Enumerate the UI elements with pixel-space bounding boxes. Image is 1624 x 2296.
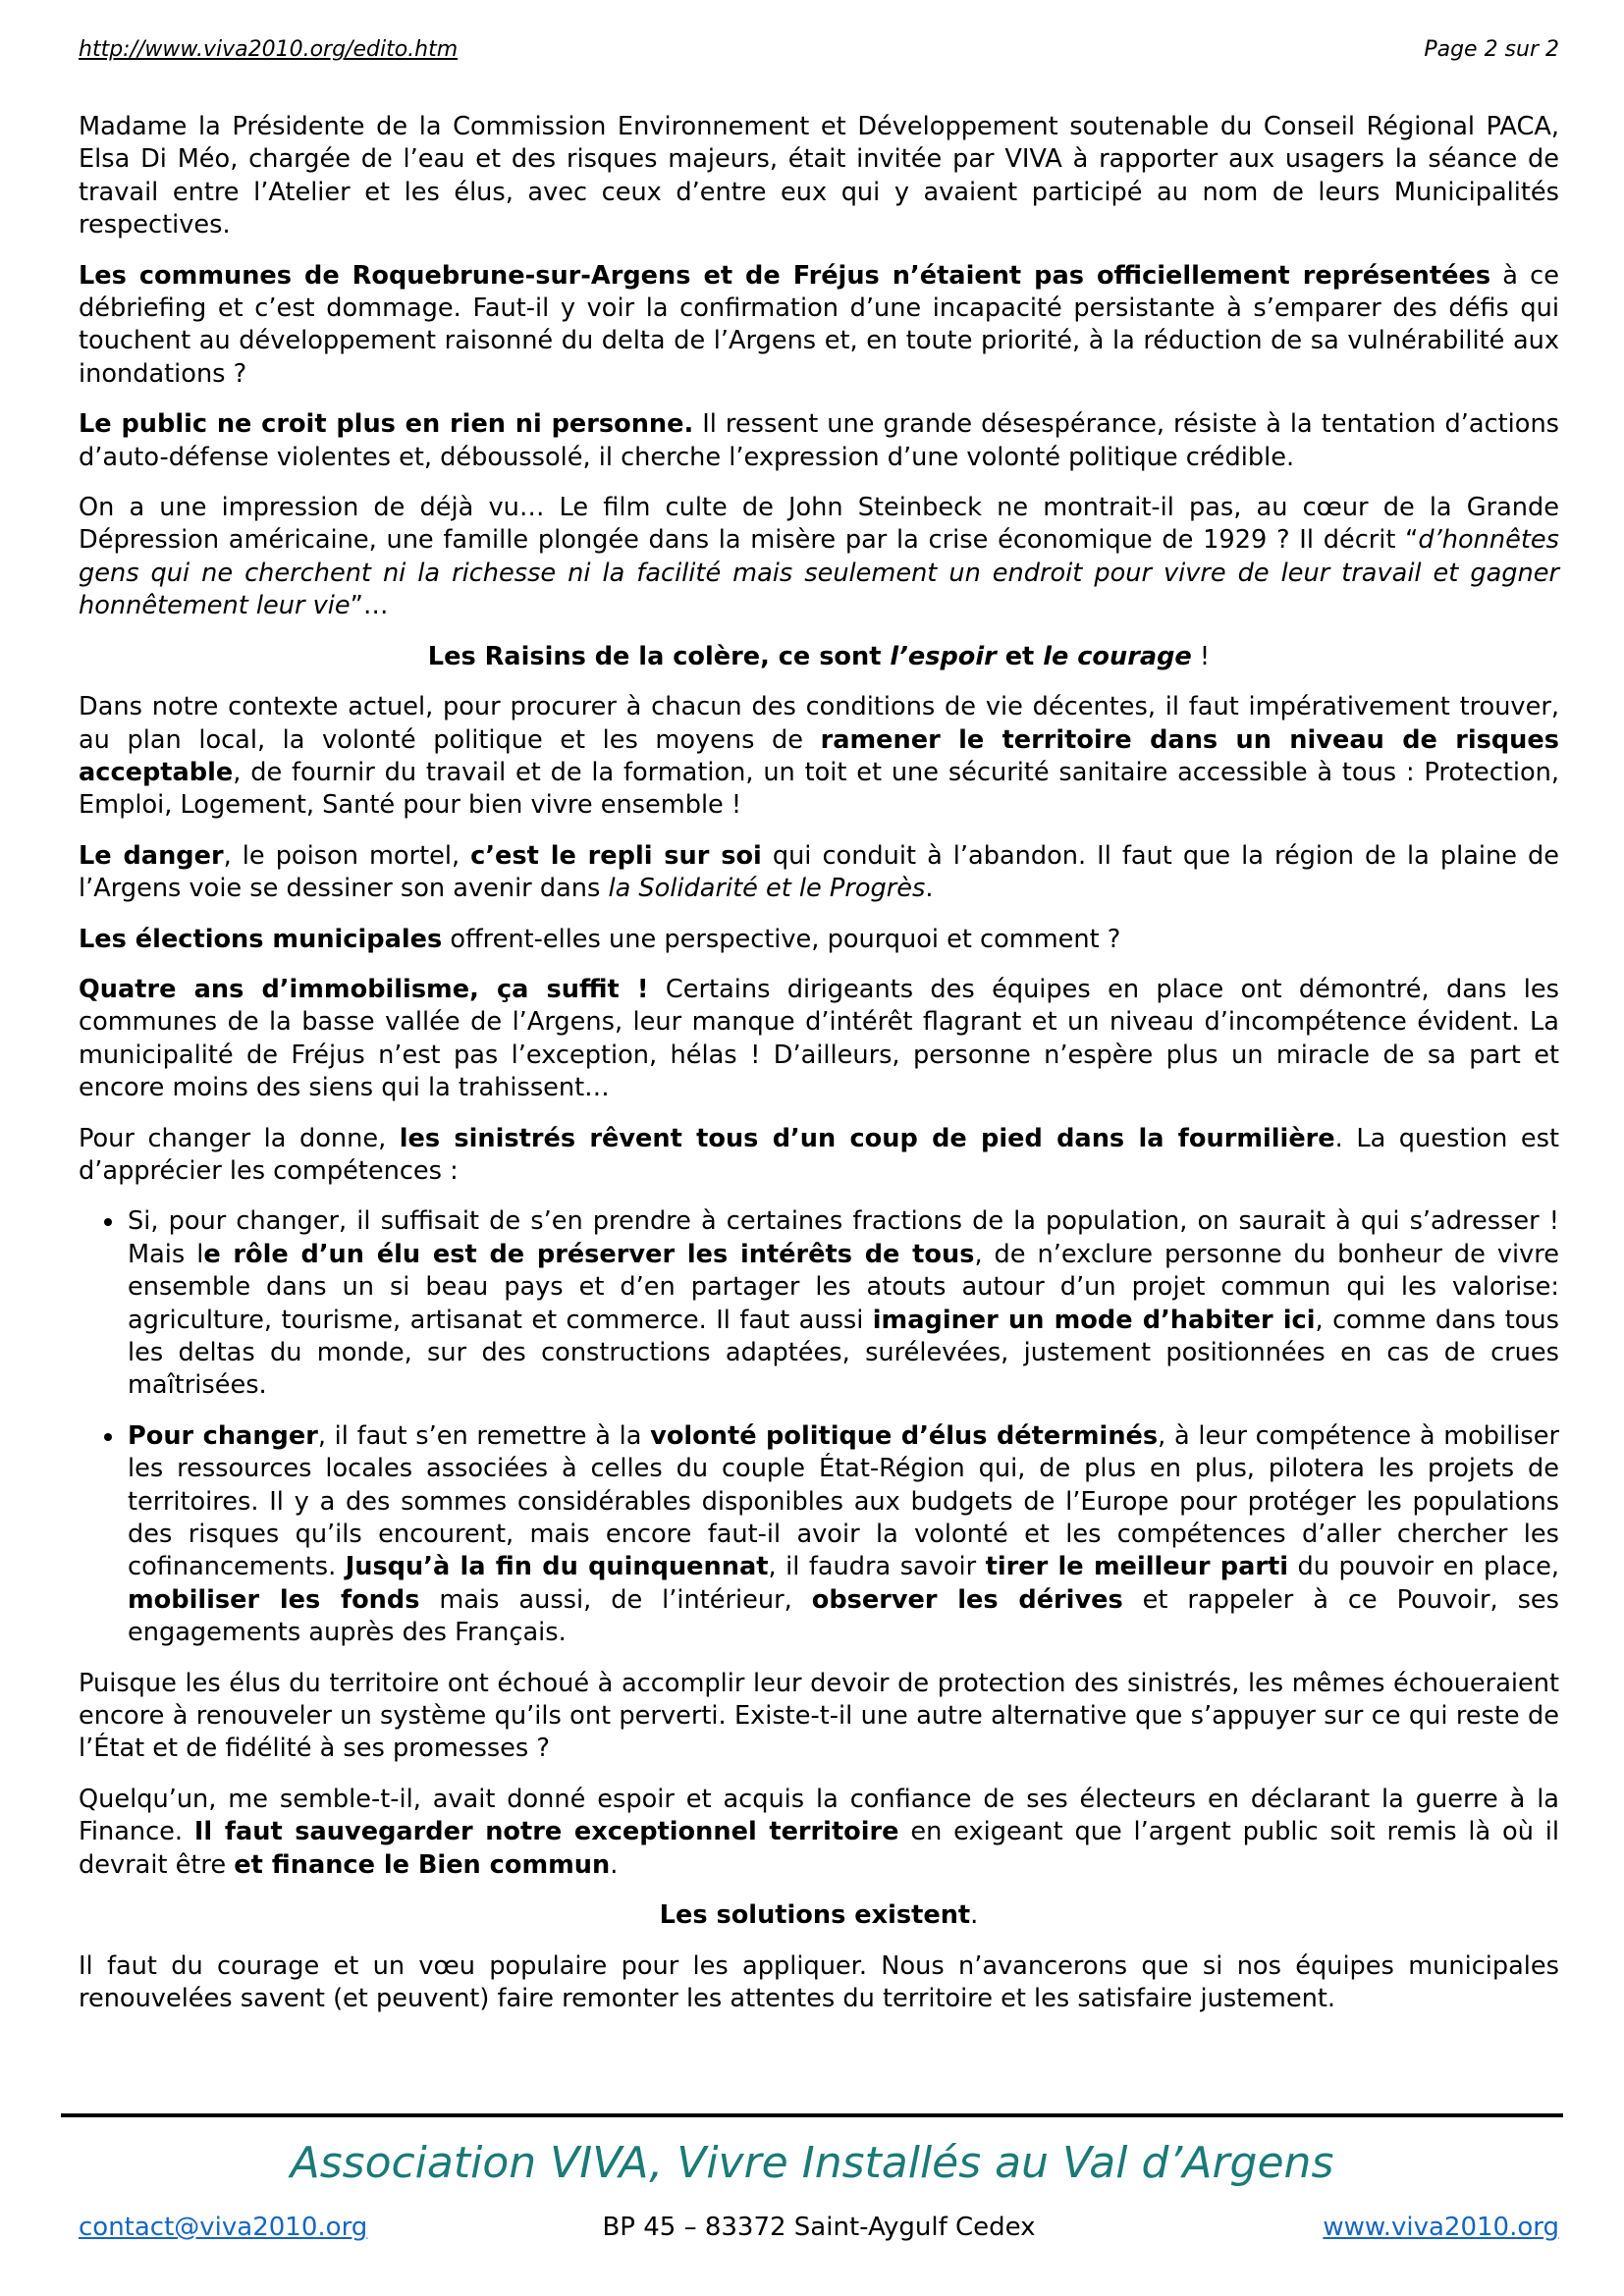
text: Pour changer la donne, <box>79 1123 400 1153</box>
footer-address: BP 45 – 83372 Saint-Aygulf Cedex <box>602 2213 1036 2242</box>
text: offrent-elles une perspective, pourquoi et comment ? <box>442 924 1121 954</box>
text: , il faut s’en remettre à la <box>317 1420 651 1451</box>
text: , le poison mortel, <box>223 840 471 871</box>
text: . <box>970 1900 979 1931</box>
text: Dans notre contexte actuel, pour procurer à chacun des conditions de vie décentes, il faut impérativement trouver, au plan local, la volonté politique et les moyens de <box>79 692 1559 755</box>
list-item <box>126 1205 1559 1402</box>
header-url-link[interactable]: http://www.viva2010.org/edito.htm <box>79 37 459 62</box>
text: à ce débriefing et c’est dommage. Faut-il y voir la confirmation d’une incapacité persistante à s’emparer des défis qui touchent au développement raisonné du delta de l’Argens et, en toute priorité, à la réduction de sa vulnérabilité aux inondations ? <box>79 260 1559 389</box>
footer-association-title: Association VIVA, Vivre Installés au Val d’Argens <box>290 2138 1334 2188</box>
paragraph <box>79 492 1559 623</box>
article-body <box>79 111 1559 2033</box>
bold-text: tirer le meilleur parti <box>985 1552 1288 1582</box>
bold-text: Les élections municipales <box>79 924 443 954</box>
bold-text: Le public ne croit plus en rien ni personne. <box>79 409 694 440</box>
text: , de fournir du travail et de la formation, un toit et une sécurité sanitaire accessible à tous : Protection, Emploi, Logement, Santé pour bien vivre ensemble ! <box>79 757 1559 821</box>
bold-text: Le danger <box>79 840 224 871</box>
bold-italic-text: l’espoir <box>890 641 997 671</box>
bold-text: volonté politique d’élus déterminés <box>650 1420 1159 1451</box>
footer-email-link[interactable]: contact@viva2010.org <box>79 2213 368 2242</box>
centered-heading <box>79 641 1559 673</box>
bold-text: mobiliser les fonds <box>128 1584 420 1615</box>
text: et rappeler à ce Pouvoir, ses engagements auprès des Français. <box>128 1584 1559 1648</box>
paragraph: Madame la Présidente de la Commission Environnement et Développement soutenable du Conseil Régional PACA, Elsa Di Méo, chargée de l’eau et des risques majeurs, était invitée par VIVA à rapporter aux usagers la séance de travail entre l’Atelier et les élus, avec ceux d’entre eux qui y avaient participé au nom de leurs Municipalités respectives. <box>79 112 1559 240</box>
text: . <box>610 1849 619 1880</box>
text: On a une impression de déjà vu… Le film culte de John Steinbeck ne montrait-il pas, au cœur de la Grande Dépression américaine, une famille plongée dans la misère par la crise économique de 1929 ? Il décrit “ <box>79 493 1559 556</box>
bold-text: Jusqu’à la fin du quinquennat <box>345 1552 769 1582</box>
bold-text: c’est le repli sur soi <box>470 840 762 871</box>
bold-text: Les communes de Roquebrune-sur-Argens et de Fréjus n’étaient pas officiellement représentées <box>79 260 1491 291</box>
bold-text: les sinistrés rêvent tous d’un coup de pied dans la fourmilière <box>399 1123 1335 1153</box>
text: qui conduit à l’abandon. Il faut que la région de la plaine de l’Argens voie se dessiner son avenir dans <box>79 840 1559 904</box>
footer-contact-row <box>79 2213 1559 2252</box>
paragraph <box>79 840 1559 906</box>
text: Si, pour changer, il suffisait de s’en prendre à certaines fractions de la population, on saurait à qui s’adresser ! Mais l <box>128 1206 1559 1269</box>
bold-text: Les Raisins de la colère, ce sont <box>427 641 891 671</box>
text: , il faudra savoir <box>768 1552 986 1582</box>
text: du pouvoir en place, <box>1287 1552 1559 1582</box>
bold-text: ramener le territoire dans un niveau de risques acceptable <box>79 724 1559 787</box>
bold-text: et finance le Bien commun <box>234 1849 611 1880</box>
page-number: Page 2 sur 2 <box>1424 37 1559 62</box>
paragraph: Il faut du courage et un vœu populaire pour les appliquer. Nous n’avancerons que si nos équipes municipales renouvelées savent (et peuvent) faire remonter les attentes du territoire et les satisfaire justement. <box>79 1950 1559 2013</box>
list-item <box>126 1420 1559 1650</box>
text: ! <box>1191 641 1211 671</box>
paragraph <box>79 1784 1559 1882</box>
bold-text: observer les dérives <box>811 1584 1123 1615</box>
bold-text: imaginer un mode d’habiter ici <box>872 1305 1316 1335</box>
text: Il ressent une grande désespérance, résiste à la tentation d’actions d’auto-défense violentes et, déboussolé, il cherche l’expression d’une volonté politique crédible. <box>79 409 1559 472</box>
bold-text: Il faut sauvegarder notre exceptionnel territoire <box>193 1817 899 1847</box>
text: . La question est d’apprécier les compétences : <box>79 1123 1559 1186</box>
text: . <box>925 874 934 904</box>
bold-italic-text: le courage <box>1043 641 1192 671</box>
quote-text: d’honnêtes gens qui ne cherchent ni la richesse ni la facilité mais seulement un endroit pour vivre de leur travail et gagner honnêtement leur vie <box>79 525 1559 621</box>
text: Quelqu’un, me semble-t-il, avait donné espoir et acquis la confiance de ses électeurs en déclarant la guerre à la Finance. <box>79 1784 1559 1847</box>
bold-text: Les solutions existent <box>659 1900 971 1931</box>
bold-text: et <box>996 641 1044 671</box>
paragraph: Puisque les élus du territoire ont échoué à accomplir leur devoir de protection des sinistrés, les mêmes échoueraient encore à renouveler un système qu’ils ont perverti. Existe-t-il une autre alternative que s’appuyer sur ce qui reste de l’État et de fidélité à ses promesses ? <box>79 1668 1559 1764</box>
text: , à leur compétence à mobiliser les ressources locales associées à celles du couple État-Région qui, de plus en plus, pilotera les projets de territoires. Il y a des sommes considérables disponibles aux budgets de l’Europe pour protéger les populations des risques qu’ils encourent, mais encore faut-il avoir la volonté et les compétences d’aller chercher les cofinancements. <box>128 1420 1559 1582</box>
text: , de n’exclure personne du bonheur de vivre ensemble dans un si beau pays et d’en partager les atouts autour d’un projet commun qui les valorise: agriculture, tourisme, artisanat et commerce. Il faut aussi <box>128 1239 1559 1335</box>
bold-text: Pour changer <box>128 1420 318 1451</box>
paragraph <box>79 260 1559 392</box>
centered-heading <box>79 1899 1559 1932</box>
italic-text: la Solidarité et le Progrès <box>608 874 926 904</box>
text: , comme dans tous les deltas du monde, sur des constructions adaptées, surélevées, justement positionnées en cas de crues maîtrisées. <box>128 1305 1559 1401</box>
paragraph <box>79 1123 1559 1189</box>
paragraph <box>79 408 1559 474</box>
bold-text: Quatre ans d’immobilisme, ça suffit ! <box>79 974 649 1004</box>
paragraph <box>79 924 1559 956</box>
footer-website-link[interactable]: www.viva2010.org <box>1323 2213 1559 2242</box>
footer-divider <box>61 2113 1563 2117</box>
text: en exigeant que l’argent public soit remis là où il devrait être <box>79 1817 1559 1880</box>
page-header <box>79 37 1559 77</box>
text: mais aussi, de l’intérieur, <box>419 1584 812 1615</box>
bold-text: e rôle d’un élu est de préserver les intérêts de tous <box>203 1239 975 1269</box>
text: Certains dirigeants des équipes en place ont démontré, dans les communes de la basse vallée de l’Argens, leur manque d’intérêt flagrant et un niveau d’incompétence évident. La municipalité de Fréjus n’est pas l’exception, hélas ! D’ailleurs, personne n’espère plus un miracle de sa part et encore moins des siens qui la trahissent… <box>79 974 1559 1103</box>
bullet-list <box>79 1205 1559 1649</box>
text: ”… <box>350 591 389 621</box>
paragraph <box>79 974 1559 1105</box>
paragraph <box>79 691 1559 823</box>
